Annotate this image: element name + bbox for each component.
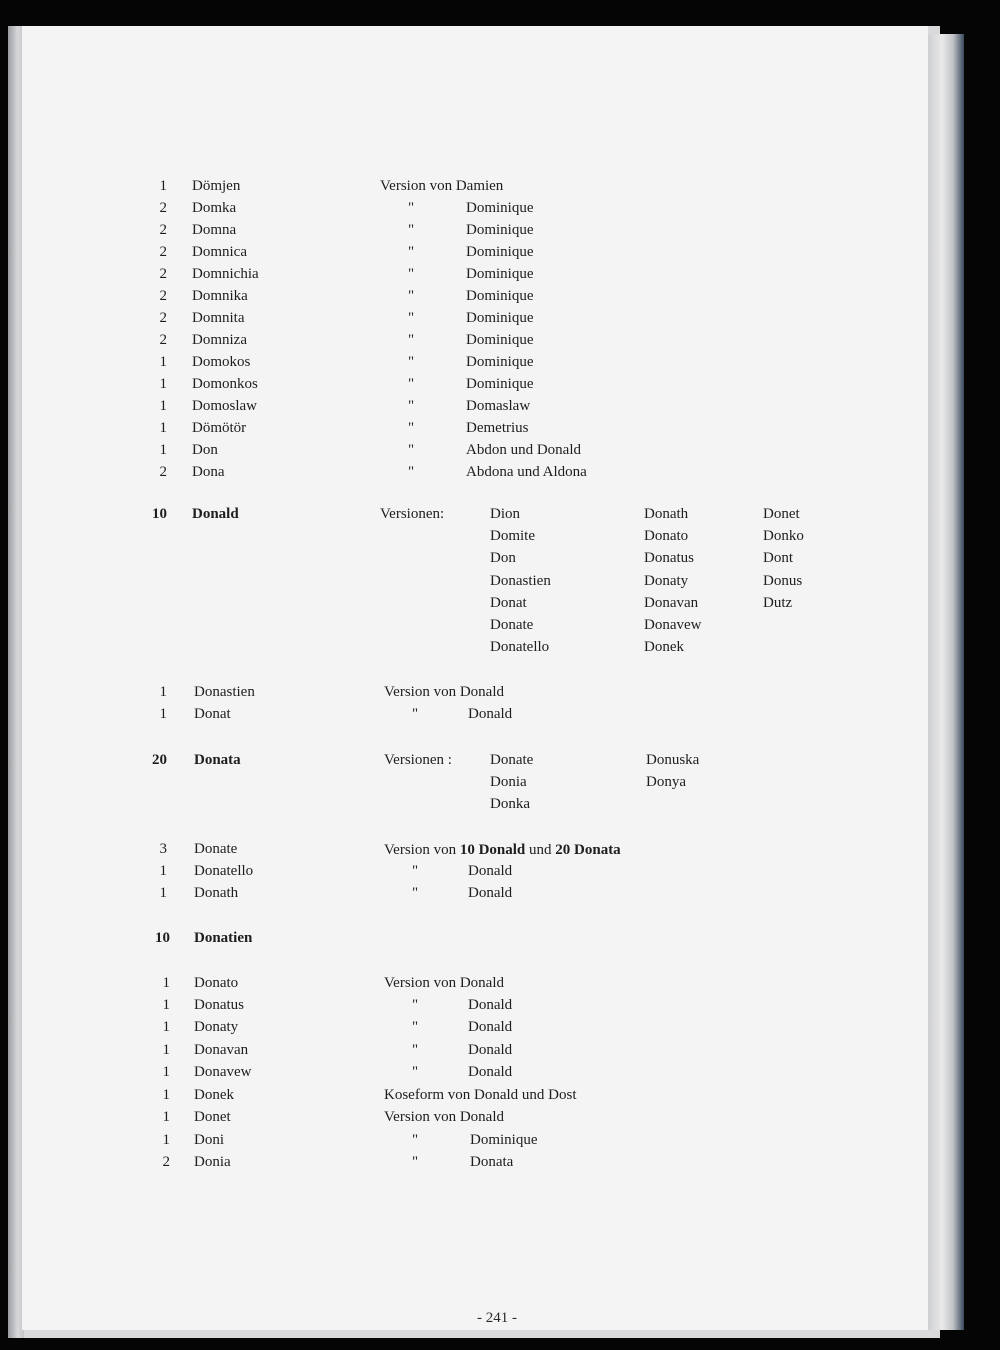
- entry-count: 1: [159, 376, 167, 392]
- entry-reference: Dominique: [466, 332, 534, 348]
- donald-version-item: Don: [490, 550, 516, 567]
- entry-name: Donia: [194, 1154, 231, 1170]
- entry-reference: Dominique: [466, 222, 534, 238]
- donald-version-item: Donavan: [644, 594, 699, 611]
- ditto-mark: ": [412, 1064, 419, 1080]
- entry-count: 1: [162, 997, 170, 1013]
- entry-count: 10: [155, 930, 170, 946]
- entry-name: Domka: [192, 200, 237, 216]
- entry-description: Koseform von Donald und Dost: [384, 1087, 577, 1103]
- ditto-mark: ": [412, 997, 419, 1013]
- entry-name: Domonkos: [192, 376, 258, 392]
- entry-name: Dömötör: [192, 420, 247, 436]
- entry-reference: Donald: [468, 997, 513, 1013]
- entry-description: Versionen:: [380, 506, 445, 522]
- entry-count: 20: [152, 752, 167, 768]
- entry-count: 1: [159, 885, 167, 901]
- entry-name: Donath: [194, 885, 239, 901]
- entry-count: 2: [162, 1154, 170, 1170]
- entry-reference: Donata: [470, 1154, 514, 1170]
- ditto-mark: ": [412, 1042, 419, 1058]
- entry-count: 2: [159, 332, 167, 348]
- donald-version-item: Donet: [763, 506, 800, 522]
- entry-description: Version von Donald: [384, 684, 504, 700]
- entry-name: Donavan: [194, 1042, 249, 1058]
- entry-reference: Dominique: [466, 376, 534, 392]
- donald-version-item: Donat: [490, 594, 527, 611]
- donald-version-item: Donek: [644, 639, 684, 656]
- book-page: [22, 26, 928, 1330]
- ditto-mark: ": [412, 1154, 419, 1170]
- donate-description: [384, 841, 621, 859]
- entry-name: Domnichia: [192, 266, 259, 282]
- entry-count: 1: [159, 684, 167, 700]
- entry-name: Don: [192, 442, 218, 458]
- ditto-mark: ": [408, 420, 415, 436]
- entry-reference: Dominique: [470, 1132, 538, 1148]
- page-number: - 241 -: [477, 1310, 517, 1326]
- entry-reference: Dominique: [466, 288, 534, 304]
- entry-name: Domniza: [192, 332, 247, 348]
- entry-count: 1: [162, 1087, 170, 1103]
- entry-name: Donato: [194, 975, 239, 991]
- entry-reference: Donald: [468, 863, 513, 879]
- donald-version-item: Donus: [763, 572, 803, 589]
- donate-desc-part1: 10 Donald: [459, 842, 526, 858]
- entry-reference: Dominique: [466, 244, 534, 260]
- ditto-mark: ": [408, 398, 415, 414]
- donata-version-item: Donka: [490, 796, 530, 812]
- donald-version-item: Donate: [490, 617, 534, 633]
- entry-reference: Demetrius: [466, 420, 529, 436]
- entry-reference: Donald: [468, 885, 513, 901]
- entry-count: 10: [152, 506, 167, 522]
- entry-count: 3: [159, 841, 167, 857]
- entry-name: Doni: [194, 1132, 224, 1148]
- donate-desc-middle: und: [525, 842, 556, 858]
- donate-desc-prefix: Version von: [384, 842, 460, 858]
- entry-reference: Abdona und Aldona: [466, 464, 587, 480]
- entry-name: Domnica: [192, 244, 247, 260]
- entry-description: Version von Donald: [384, 975, 504, 991]
- entry-name: Donald: [192, 506, 239, 522]
- entry-count: 1: [159, 178, 167, 194]
- donald-version-item: Donatus: [644, 550, 694, 567]
- entry-count: 2: [159, 310, 167, 326]
- entry-name: Domokos: [192, 354, 251, 370]
- entry-count: 1: [159, 706, 167, 722]
- entry-count: 1: [162, 1064, 170, 1080]
- book-page-edges: [928, 34, 964, 1330]
- donald-version-item: Donavew: [644, 617, 702, 633]
- entry-count: 1: [162, 975, 170, 991]
- entry-description: Version von Donald: [384, 1109, 504, 1125]
- entry-name: Donata: [194, 752, 241, 768]
- entry-description: Version von Damien: [380, 178, 504, 194]
- entry-name: Dömjen: [192, 178, 241, 194]
- entry-count: 2: [159, 244, 167, 260]
- entry-reference: Dominique: [466, 354, 534, 370]
- entry-count: 1: [159, 863, 167, 879]
- entry-count: 1: [162, 1109, 170, 1125]
- entry-count: 1: [159, 398, 167, 414]
- entry-count: 1: [159, 354, 167, 370]
- entry-count: 2: [159, 288, 167, 304]
- entry-reference: Donald: [468, 1019, 513, 1035]
- entry-name: Dona: [192, 464, 225, 480]
- entry-name: Donate: [194, 841, 238, 857]
- donata-version-item: Donia: [490, 774, 527, 790]
- entry-reference: Donald: [468, 1042, 513, 1058]
- donald-version-item: Domite: [490, 528, 535, 545]
- entry-name: Donatello: [194, 863, 254, 879]
- donata-version-item: Donuska: [646, 752, 700, 768]
- ditto-mark: ": [412, 863, 419, 879]
- ditto-mark: ": [408, 244, 415, 260]
- donate-desc-part2: 20 Donata: [555, 842, 621, 858]
- ditto-mark: ": [408, 354, 415, 370]
- entry-name: Donaty: [194, 1019, 239, 1035]
- ditto-mark: ": [408, 332, 415, 348]
- entry-count: 2: [159, 266, 167, 282]
- entry-reference: Donald: [468, 706, 513, 722]
- donald-version-item: Dont: [763, 550, 793, 567]
- entry-name: Donastien: [194, 684, 255, 700]
- donald-version-item: Donatello: [490, 639, 550, 656]
- entry-name: Donatus: [194, 997, 244, 1013]
- donald-version-item: Donastien: [490, 572, 551, 589]
- donald-version-item: Donaty: [644, 572, 689, 589]
- ditto-mark: ": [408, 464, 415, 480]
- entry-count: 1: [159, 442, 167, 458]
- entry-reference: Domaslaw: [466, 398, 531, 414]
- entry-name: Domnita: [192, 310, 245, 326]
- ditto-mark: ": [408, 200, 415, 216]
- ditto-mark: ": [408, 266, 415, 282]
- donald-version-item: Dutz: [763, 594, 793, 611]
- ditto-mark: ": [408, 288, 415, 304]
- entry-count: 1: [159, 420, 167, 436]
- entry-name: Donavew: [194, 1064, 252, 1080]
- entry-name: Domoslaw: [192, 398, 257, 414]
- ditto-mark: ": [412, 1132, 419, 1148]
- entry-name: Donet: [194, 1109, 231, 1125]
- entry-count: 2: [159, 464, 167, 480]
- donald-version-item: Donato: [644, 528, 689, 545]
- entry-name: Donatien: [194, 930, 253, 946]
- entry-count: 1: [162, 1042, 170, 1058]
- ditto-mark: ": [408, 442, 415, 458]
- entry-description: Versionen :: [384, 752, 452, 768]
- ditto-mark: ": [408, 222, 415, 238]
- entry-reference: Dominique: [466, 200, 534, 216]
- entry-reference: Abdon und Donald: [466, 442, 581, 458]
- entry-name: Domna: [192, 222, 237, 238]
- entry-name: Domnika: [192, 288, 248, 304]
- entry-reference: Dominique: [466, 266, 534, 282]
- donata-version-item: Donya: [646, 774, 686, 790]
- entry-count: 2: [159, 222, 167, 238]
- donata-version-item: Donate: [490, 752, 534, 768]
- entry-count: 1: [162, 1019, 170, 1035]
- entry-reference: Dominique: [466, 310, 534, 326]
- donald-version-item: Dion: [490, 506, 520, 522]
- ditto-mark: ": [412, 706, 419, 722]
- donald-version-item: Donko: [763, 528, 804, 545]
- ditto-mark: ": [412, 1019, 419, 1035]
- entry-count: 1: [162, 1132, 170, 1148]
- entry-count: 2: [159, 200, 167, 216]
- entry-name: Donek: [194, 1087, 234, 1103]
- entry-reference: Donald: [468, 1064, 513, 1080]
- entry-name: Donat: [194, 706, 231, 722]
- ditto-mark: ": [412, 885, 419, 901]
- ditto-mark: ": [408, 310, 415, 326]
- donald-version-item: Donath: [644, 506, 689, 522]
- ditto-mark: ": [408, 376, 415, 392]
